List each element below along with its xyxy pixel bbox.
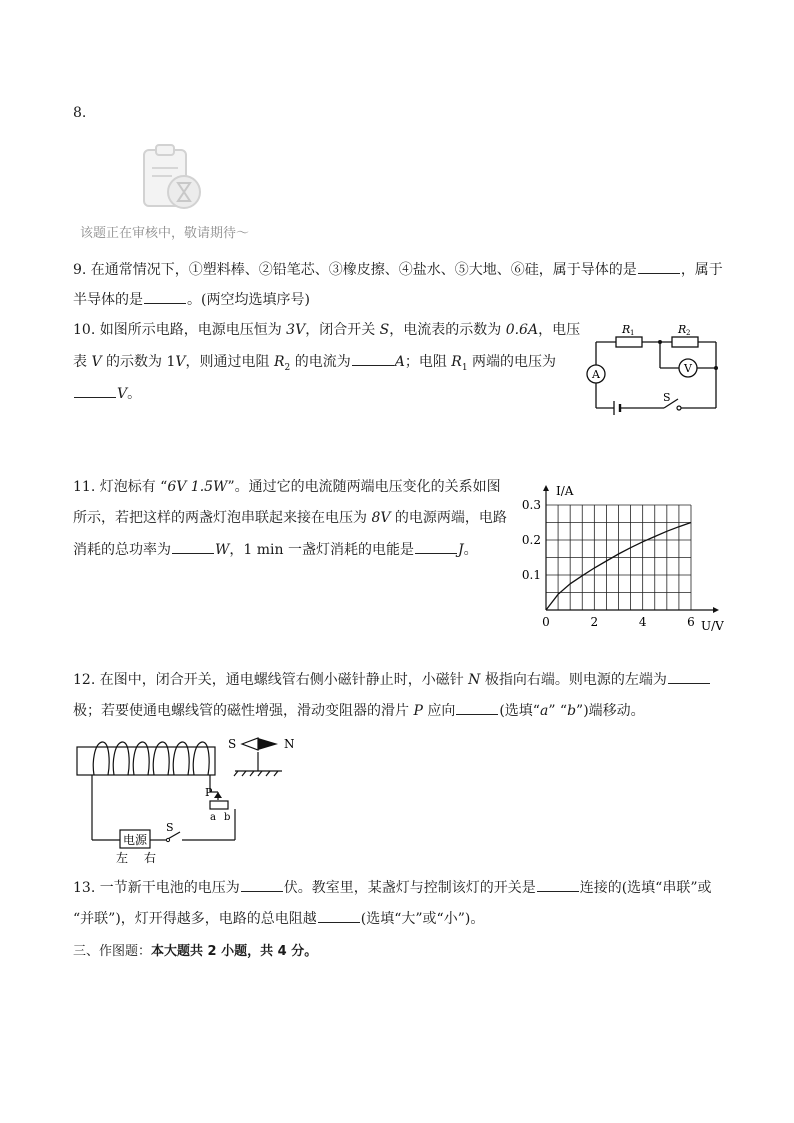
x-tick-label: 0 (542, 615, 550, 629)
q11-text: 的电源两端，电路 (390, 510, 507, 526)
q11-text: 所示，若把这样的两盏灯泡串联起来接在电压为 (73, 510, 372, 526)
r1-label: R (622, 323, 631, 336)
x-tick-label: 6 (687, 615, 695, 629)
junction-dot (714, 366, 718, 370)
switch-contact (677, 406, 681, 410)
answer-blank[interactable] (638, 259, 680, 274)
q11-text: 11. 灯泡标有 “ (73, 479, 168, 495)
q10-text: 10. 如图所示电路，电源电压恒为 (73, 322, 287, 338)
q10-switch: S (379, 322, 390, 338)
q13-line-1 (73, 877, 712, 898)
answer-blank[interactable] (144, 289, 186, 304)
q11-line-3 (73, 539, 478, 560)
q12-text: 极；若要使通电螺线管的磁性增强，滑动变阻器的滑片 (73, 703, 414, 719)
slider-p-label: P (205, 786, 213, 799)
q13-text: (选填“大”或“小”)。 (360, 911, 485, 927)
q11-line-1 (73, 477, 501, 497)
q12-line-1 (73, 669, 711, 690)
switch-label: S (166, 821, 174, 834)
q12-text: 极指向右端。则电源的左端为 (480, 672, 667, 688)
left-label: 左 (116, 851, 129, 865)
x-axis-label: U/V (701, 619, 724, 633)
q10-r2-sub: 2 (284, 362, 291, 373)
q9-line-2 (73, 289, 310, 310)
q10-text: ；电阻 (404, 354, 452, 370)
q12-npole: N (468, 672, 481, 688)
q10-line-1 (73, 320, 580, 340)
answer-blank[interactable] (352, 351, 394, 366)
q9-line-1 (73, 259, 723, 280)
y-axis-arrow (543, 485, 549, 491)
q11-text: 消耗的总功率为 (73, 542, 171, 558)
q10-text: ，电流表的示数为 (389, 322, 506, 338)
q11-text: ”。通过它的电流随两端电压变化的关系如图 (227, 479, 501, 495)
q12-text: 应向 (422, 703, 456, 719)
q9-text-a: 9. 在通常情况下，①塑料棒、②铅笔芯、③橡皮擦、④盐水、⑤大地、⑥硅，属于导体的是 (73, 262, 637, 278)
answer-blank[interactable] (668, 669, 710, 684)
iu-chart (515, 470, 730, 635)
q12-text: ”)端移动。 (576, 703, 645, 719)
ammeter-label: A (592, 368, 600, 381)
q13-text: “并联”)，灯开得越多，电路的总电阻越 (73, 911, 317, 927)
answer-blank[interactable] (537, 877, 579, 892)
q10-text: 。 (127, 386, 142, 402)
right-label: 右 (144, 851, 157, 865)
q10-text: 两端的电压为 (467, 354, 557, 370)
solenoid-figure (70, 728, 310, 868)
answer-blank[interactable] (318, 908, 360, 923)
r2-label: R (678, 323, 687, 336)
answer-blank[interactable] (172, 539, 214, 554)
q12-line-2 (73, 700, 645, 721)
q10-r1: R (451, 354, 462, 370)
needle-s-label: S (228, 737, 237, 751)
section-3-bold: 本大题共 2 小题，共 4 分。 (151, 944, 318, 959)
y-axis-label: I/A (556, 484, 574, 498)
rheostat-a-label: a (210, 812, 216, 823)
q10-unit-a: A (394, 354, 405, 370)
q10-r2: R (273, 354, 285, 370)
needle-n-half (258, 738, 278, 750)
q11-line-2 (73, 508, 507, 528)
q10-r1-sub: 1 (461, 362, 468, 373)
power-source-label: 电源 (123, 833, 148, 847)
needle-n-label: N (284, 737, 295, 751)
q10-text: 的电流为 (290, 354, 351, 370)
y-tick-label: 0.1 (521, 568, 541, 582)
slider-arrow (214, 792, 222, 798)
q12-text: (选填“ (499, 703, 540, 719)
q11-rating: 6V 1.5W (167, 479, 228, 495)
section-3-prefix: 三、作图题： (73, 944, 152, 959)
q13-line-2 (73, 908, 484, 929)
section-3-heading (73, 940, 317, 959)
q12-opt-b: b (567, 703, 577, 719)
q13-text: 伏。教室里，某盏灯与控制该灯的开关是 (283, 880, 536, 896)
switch-contact (166, 838, 169, 841)
q11-text: 。 (463, 542, 478, 558)
voltmeter-label: V (684, 362, 692, 375)
q10-unit-v: V (117, 386, 128, 402)
answer-blank[interactable] (74, 383, 116, 398)
q10-text: 表 (73, 354, 92, 370)
rheostat-b-label: b (224, 812, 231, 823)
q10-circuit-diagram (584, 320, 724, 415)
x-axis-arrow (713, 607, 719, 613)
y-tick-label: 0.2 (521, 533, 541, 547)
q10-current: 0.6A (505, 322, 539, 338)
q12-text: 12. 在图中，闭合开关，通电螺线管右侧小磁针静止时，小磁针 (73, 672, 469, 688)
answer-blank[interactable] (415, 539, 457, 554)
switch-label: S (663, 391, 671, 404)
clipboard-hourglass-icon (138, 142, 204, 214)
q9-text-d: 。(两空均选填序号) (187, 292, 310, 308)
q10-text: ，闭合开关 (305, 322, 380, 338)
q12-text: ” “ (548, 703, 568, 719)
q10-voltage: 3V (286, 322, 306, 338)
q9-text-b: ，属于 (680, 262, 723, 278)
q11-text: ，1 min 一盏灯消耗的电能是 (229, 542, 414, 558)
x-tick-label: 2 (590, 615, 599, 629)
q10-vname: V (91, 354, 102, 370)
q10-text: ，则通过电阻 (185, 354, 274, 370)
q10-line-3 (73, 383, 141, 404)
q13-text: 13. 一节新干电池的电压为 (73, 880, 240, 896)
q11-supply: 8V (371, 510, 391, 526)
y-tick-label: 0.3 (521, 498, 541, 512)
q11-unit-w: W (215, 542, 230, 558)
pending-notice: 该题正在审核中，敬请期待～ (80, 226, 250, 241)
needle-s-half (242, 738, 258, 750)
x-tick-label: 4 (638, 615, 647, 629)
r1-sub: 1 (630, 329, 635, 337)
q13-text: 连接的(选填“串联”或 (579, 880, 712, 896)
answer-blank[interactable] (241, 877, 283, 892)
q10-text: 的示数为 1 (101, 354, 176, 370)
junction-dot (658, 340, 662, 344)
answer-blank[interactable] (456, 700, 498, 715)
q8-number: 8. (73, 105, 87, 121)
q11-unit-j: J (457, 542, 464, 558)
q12-slider: P (413, 703, 423, 719)
q10-line-2 (73, 351, 556, 378)
q10-vname: V (175, 354, 186, 370)
q9-text-c: 半导体的是 (73, 292, 143, 308)
q10-text: ，电压 (538, 322, 581, 338)
r2-sub: 2 (686, 329, 691, 337)
q12-opt-a: a (539, 703, 549, 719)
